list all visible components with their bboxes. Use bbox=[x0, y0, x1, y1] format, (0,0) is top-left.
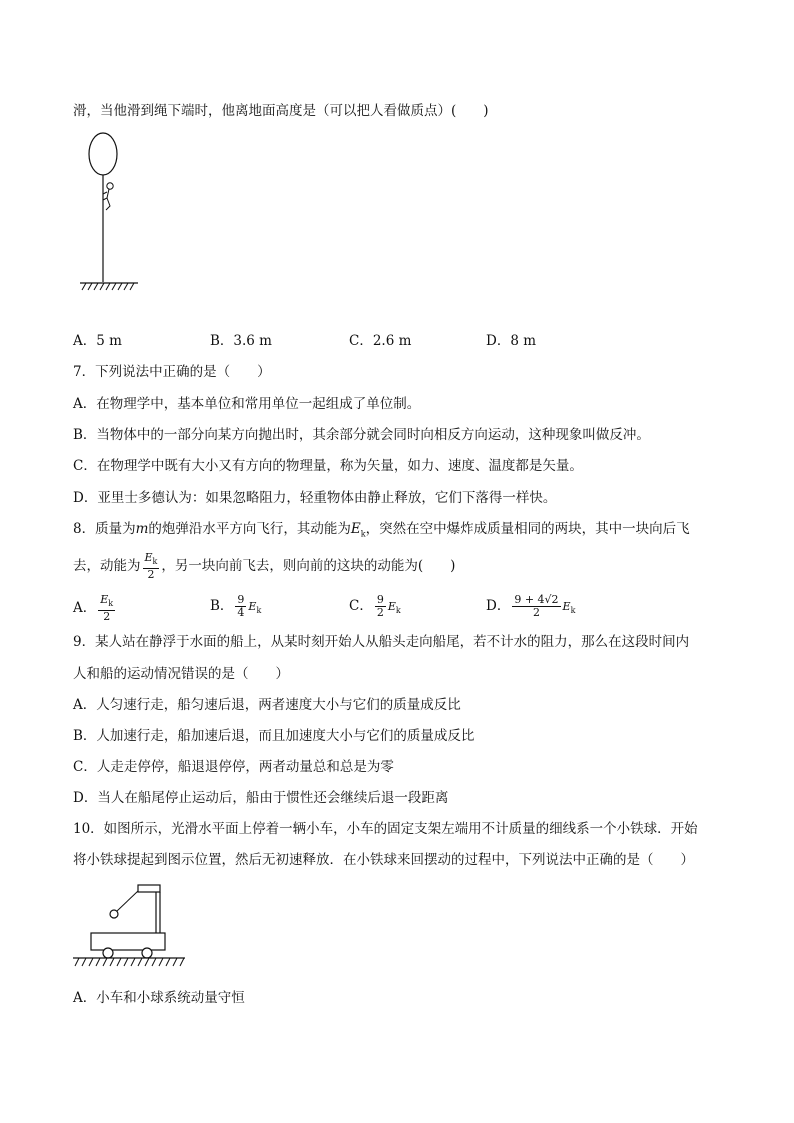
q8-a-num: E bbox=[100, 593, 109, 606]
q8-a-fraction bbox=[98, 594, 115, 623]
q8-half-ek-fraction bbox=[143, 552, 160, 581]
q8-c-num: 9 bbox=[376, 593, 384, 606]
q8-mass-symbol: m bbox=[135, 521, 149, 537]
q9-stem-line2: 人和船的运动情况错误的是（ ） bbox=[73, 666, 289, 682]
q8-stem-line1 bbox=[73, 519, 690, 545]
q8-b-fraction bbox=[235, 594, 246, 619]
cart-pendulum-figure bbox=[70, 880, 190, 972]
q8-a-num-sub: k bbox=[108, 599, 114, 609]
q8-d-tail-sub: k bbox=[570, 606, 576, 616]
q8-b-den: 4 bbox=[237, 606, 245, 619]
q9-option-c[interactable]: C．人走走停停，船退退停停，两者动量总和总是为零 bbox=[73, 759, 394, 775]
q8-d-den: 2 bbox=[532, 606, 540, 619]
q8-line2-b: ，另一块向前飞去，则向前的这块的动能为( ) bbox=[161, 558, 456, 575]
q7-stem: 7．下列说法中正确的是（ ） bbox=[73, 364, 271, 380]
q9-stem-line1: 9．某人站在静浮于水面的船上，从某时刻开始人从船头走向船尾，若不计水的阻力，那么在这段时间内 bbox=[73, 634, 690, 650]
q8-d-label: D． bbox=[486, 598, 511, 614]
q9-option-b[interactable]: B．人加速行走，船加速后退，而且加速度大小与它们的质量成反比 bbox=[73, 728, 475, 744]
q8-stem-line2 bbox=[73, 552, 455, 581]
q7-option-c[interactable]: C．在物理学中既有大小又有方向的物理量，称为矢量，如力、速度、温度都是矢量。 bbox=[73, 458, 583, 474]
q9-option-a[interactable]: A．人匀速行走，船匀速后退，两者速度大小与它们的质量成反比 bbox=[73, 697, 461, 713]
q7-option-d[interactable]: D．亚里士多德认为：如果忽略阻力，轻重物体由静止释放，它们下落得一样快。 bbox=[73, 490, 557, 506]
q8-option-c[interactable] bbox=[349, 594, 401, 621]
q8-b-tail-sub: k bbox=[256, 606, 262, 616]
q10-option-a[interactable]: A．小车和小球系统动量守恒 bbox=[73, 990, 245, 1006]
q10-stem-line2: 将小铁球提起到图示位置，然后无初速释放．在小铁球来回摆动的过程中，下列说法中正确的是（ ） bbox=[73, 852, 694, 868]
q8-ek-symbol bbox=[351, 521, 366, 537]
q10-stem-line1: 10．如图所示，光滑水平面上停着一辆小车，小车的固定支架左端用不计质量的细线系一个小铁球．开始 bbox=[73, 821, 698, 837]
q8-stem-b: 的炮弹沿水平方向飞行，其动能为 bbox=[148, 521, 351, 537]
q8-half-den: 2 bbox=[147, 568, 155, 582]
q7-option-a[interactable]: A．在物理学中，基本单位和常用单位一起组成了单位制。 bbox=[73, 396, 421, 412]
q8-line2-a: 去，动能为 bbox=[73, 558, 141, 575]
q8-option-b[interactable] bbox=[210, 594, 261, 621]
q8-option-a[interactable] bbox=[73, 594, 117, 623]
q8-d-fraction bbox=[512, 594, 560, 619]
q6-option-b[interactable]: B．3.6 m bbox=[210, 333, 272, 349]
q8-stem-a: 8．质量为 bbox=[73, 521, 136, 537]
q8-a-label: A． bbox=[73, 600, 97, 617]
balloon-rope-figure bbox=[76, 130, 146, 298]
q8-b-label: B． bbox=[210, 598, 234, 614]
q8-half-num: E bbox=[144, 551, 153, 564]
q8-b-tail: E bbox=[248, 600, 257, 613]
q8-b-num: 9 bbox=[237, 593, 245, 606]
q8-option-d[interactable] bbox=[486, 594, 575, 621]
q6-option-d[interactable]: D．8 m bbox=[486, 333, 537, 349]
q8-c-label: C． bbox=[349, 598, 373, 614]
q6-option-a[interactable]: A．5 m bbox=[73, 333, 122, 349]
q8-c-fraction bbox=[375, 594, 386, 619]
q7-option-b[interactable]: B．当物体中的一部分向某方向抛出时，其余部分就会同时向相反方向运动，这种现象叫做反冲。 bbox=[73, 427, 650, 443]
q8-c-tail-sub: k bbox=[395, 606, 401, 616]
q8-c-tail: E bbox=[387, 600, 396, 613]
q8-a-den: 2 bbox=[103, 610, 111, 624]
q8-d-tail: E bbox=[562, 600, 571, 613]
q8-c-den: 2 bbox=[376, 606, 384, 619]
q9-option-d[interactable]: D．当人在船尾停止运动后，船由于惯性还会继续后退一段距离 bbox=[73, 790, 449, 806]
q8-ek-e: E bbox=[350, 521, 361, 537]
q8-half-num-sub: k bbox=[152, 557, 158, 567]
q8-d-num: 9 + 4√2 bbox=[514, 593, 559, 606]
q6-stem-tail: 滑，当他滑到绳下端时，他离地面高度是（可以把人看做质点）( ) bbox=[73, 103, 489, 119]
q8-stem-c: ，突然在空中爆炸成质量相同的两块，其中一块向后飞 bbox=[365, 521, 690, 537]
q6-option-c[interactable]: C．2.6 m bbox=[349, 333, 412, 349]
q8-ek-k: k bbox=[360, 529, 366, 539]
